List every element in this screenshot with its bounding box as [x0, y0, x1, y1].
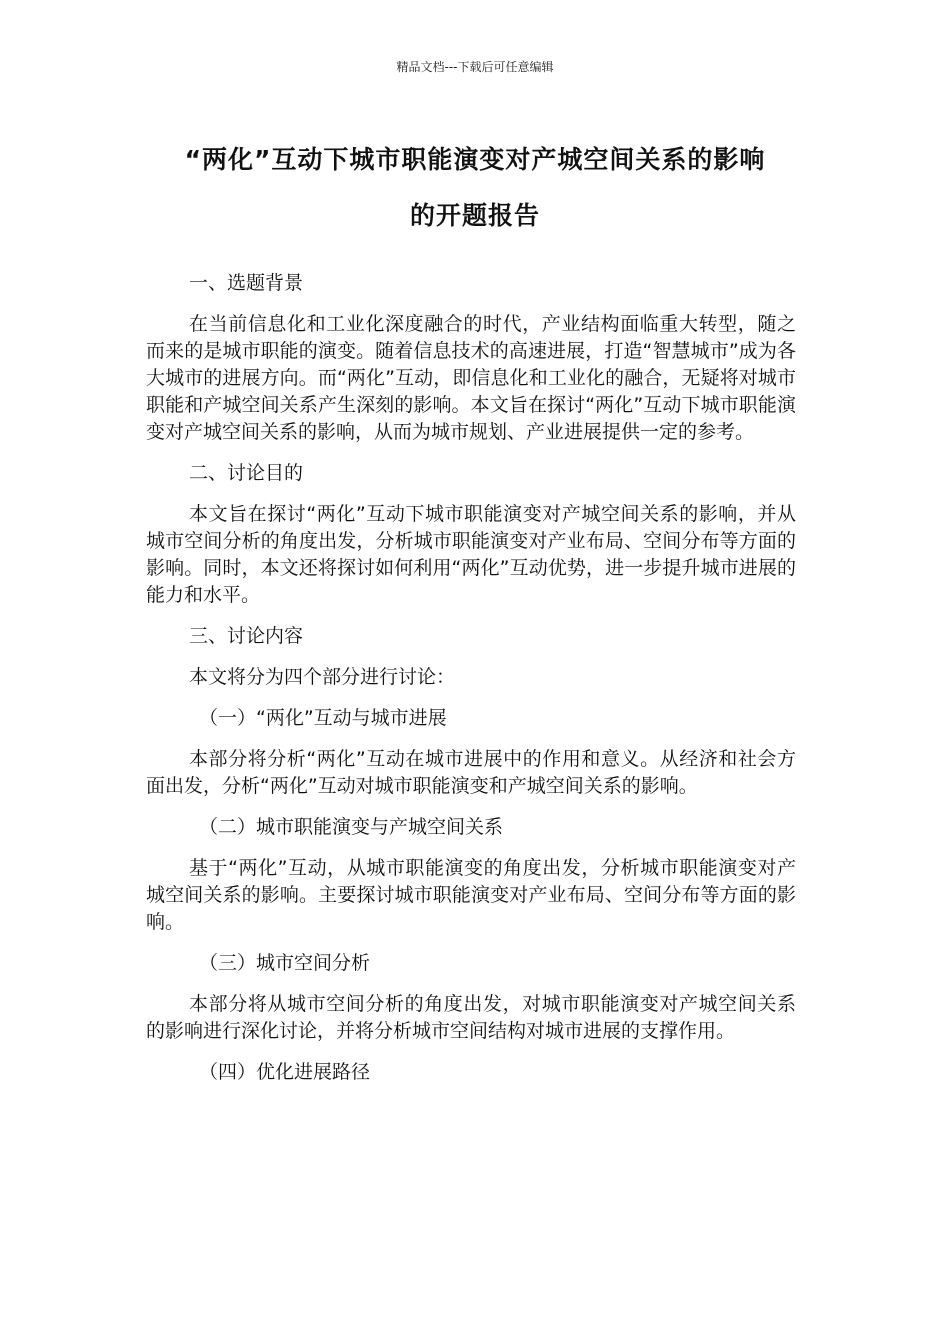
document-body: [146, 270, 796, 1100]
paragraph-content-intro: 本文将分为四个部分进行讨论：: [189, 666, 456, 688]
document-title-line1: “两化”互动下城市职能演变对产城空间关系的影响: [184, 145, 766, 174]
paragraph-subsection-1: 本部分将分析“两化”互动在城市进展中的作用和意义。从经济和社会方面出发，分析“两化”互动对城市职能演变和产城空间关系的影响。: [146, 748, 796, 797]
section-heading-content: 三、讨论内容: [189, 625, 304, 647]
subsection-heading-1: （一）“两化”互动与城市进展: [199, 707, 447, 729]
document-title-line2: 的开题报告: [409, 201, 540, 230]
paragraph-subsection-3: 本部分将从城市空间分析的角度出发，对城市职能演变对产城空间关系的影响进行深化讨论，并将分析城市空间结构对城市进展的支撑作用。: [146, 993, 796, 1042]
paragraph-subsection-2: 基于“两化”互动，从城市职能演变的角度出发，分析城市职能演变对产城空间关系的影响。主要探讨城市职能演变对产业布局、空间分布等方面的影响。: [146, 857, 796, 933]
paragraph-purpose: 本文旨在探讨“两化”互动下城市职能演变对产城空间关系的影响，并从城市空间分析的角度出发，分析城市职能演变对产业布局、空间分布等方面的影响。同时，本文还将探讨如何利用“两化”互动优势，进一步提升城市进展的能力和水平。: [146, 503, 796, 606]
paragraph-background: 在当前信息化和工业化深度融合的时代，产业结构面临重大转型，随之而来的是城市职能的演变。随着信息技术的高速进展，打造“智慧城市”成为各大城市的进展方向。而“两化”互动，即信息化和工业化的融合，无疑将对城市职能和产城空间关系产生深刻的影响。本文旨在探讨“两化”互动下城市职能演变对产城空间关系的影响，从而为城市规划、产业进展提供一定的参考。: [146, 313, 796, 443]
section-heading-background: 一、选题背景: [189, 272, 304, 294]
section-heading-purpose: 二、讨论目的: [189, 462, 304, 484]
page-header: 精品文档---下载后可任意编辑: [396, 60, 554, 74]
subsection-heading-4: （四）优化进展路径: [199, 1061, 371, 1083]
subsection-heading-3: （三）城市空间分析: [199, 952, 371, 974]
subsection-heading-2: （二）城市职能演变与产城空间关系: [199, 816, 504, 838]
